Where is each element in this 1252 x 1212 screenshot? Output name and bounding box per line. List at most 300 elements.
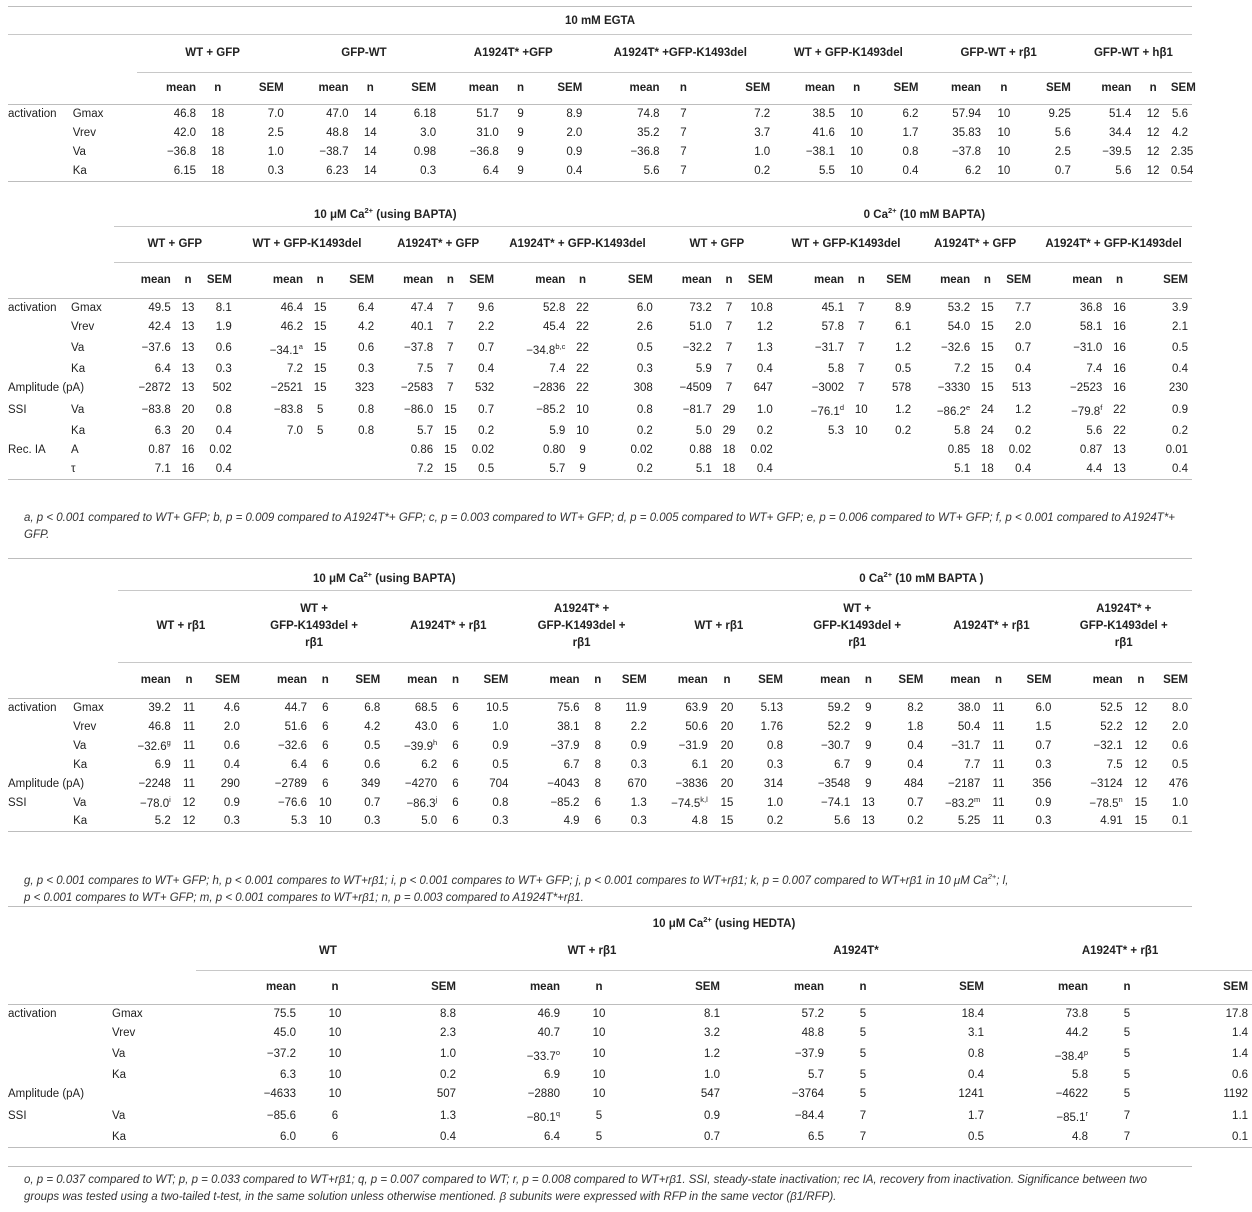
table-cell: 6.7 [563, 758, 580, 771]
table-cell: 15 [313, 363, 327, 376]
group-header: WT [196, 934, 460, 970]
table-cell: 24 [980, 403, 994, 416]
row-param: Vrev [112, 1026, 136, 1039]
table-cell: 6 [300, 1128, 370, 1148]
group-header: GFP-WT + rβ1 [922, 34, 1074, 72]
table-cell: −85.6 [266, 1109, 296, 1122]
table-cell: 6.15 [137, 162, 200, 182]
column-header: n [1092, 970, 1162, 1004]
group-header: WT + GFP [657, 226, 777, 262]
table-cell: 6.18 [413, 107, 437, 120]
table-cell: 0.3 [767, 758, 783, 771]
table-cell: $-78.5^n$ [1089, 795, 1123, 810]
column-header: mean [512, 662, 583, 698]
table-cell: 13 [181, 320, 195, 333]
table-cell: 314 [763, 777, 783, 790]
table-cell: 13 [1106, 460, 1132, 480]
table-cell: 52.2 [1100, 720, 1123, 733]
table-cell: 2.0 [223, 720, 240, 733]
table-cell: 6.4 [154, 363, 171, 376]
table-cell: 57.8 [821, 320, 845, 333]
table-cell: 0.4 [742, 460, 777, 480]
table-cell: 8.1 [215, 301, 232, 314]
table-cell: 2.6 [636, 320, 653, 333]
table-cell: 44.7 [284, 701, 308, 714]
table-cell: 0.2 [895, 425, 912, 438]
table-cell: −36.8 [630, 145, 660, 158]
table-cell: −3002 [811, 382, 845, 395]
table-cell: 11 [984, 812, 1012, 831]
table-row [8, 698, 1192, 717]
table-cell: 10 [854, 425, 868, 438]
table-cell: 2.0 [1172, 720, 1188, 733]
table-cell: 10 [997, 145, 1011, 158]
table-cell: 349 [361, 777, 381, 790]
column-header: mean [927, 662, 984, 698]
table-cell: 670 [627, 777, 647, 790]
table-cell [874, 441, 915, 460]
table-cell: 0.4 [874, 162, 922, 182]
group-header: WT + GFP-K1493del + rβ1 [787, 590, 927, 662]
table-cell: 0.8 [358, 425, 375, 438]
table-cell: 29 [722, 403, 736, 416]
table-cell: 0.3 [1035, 758, 1052, 771]
table-cell: 10 [328, 1069, 342, 1082]
table-cell: 73.8 [1065, 1007, 1088, 1020]
table-cell: 9 [503, 162, 538, 182]
table-cell: 12 [1135, 162, 1170, 182]
table-cell: 6.3 [154, 425, 171, 438]
row-label: SSI [8, 1109, 27, 1122]
table-cell: −2583 [400, 382, 434, 395]
table-cell: 1.0 [767, 796, 783, 809]
table-cell: 10.5 [486, 701, 509, 714]
table-cell [848, 441, 874, 460]
table-cell: 0.02 [1008, 444, 1032, 457]
row-param: Gmax [112, 1007, 143, 1020]
table-cell: 0.1 [1162, 1128, 1252, 1148]
row-param: Gmax [71, 301, 102, 314]
table-cell: 5 [859, 1047, 867, 1060]
table-cell: 2.2 [630, 720, 647, 733]
table-cell: 8 [594, 720, 602, 733]
table-cell: 7 [447, 320, 454, 333]
table-cell: 7 [1092, 1128, 1162, 1148]
table-cell: −79.8$^f$ [1071, 403, 1103, 419]
column-header: mean [236, 262, 307, 298]
column-header: mean [378, 262, 437, 298]
table-cell: 5.1 [915, 460, 974, 480]
table-cell: 5.25 [927, 812, 984, 831]
table-cell: 0.4 [1133, 460, 1192, 480]
table-cell: 22 [1113, 425, 1126, 438]
table-cell: 22 [1113, 403, 1126, 416]
table-cell: 0.7 [364, 796, 381, 809]
table-cell: 0.4 [215, 425, 232, 438]
table-cell: 0.5 [1172, 341, 1188, 354]
table-cell: 5.7 [498, 460, 569, 480]
table-cell: −81.7 [682, 403, 712, 416]
table-cell: 41.6 [812, 126, 835, 139]
table-cell: 507 [436, 1088, 456, 1101]
table-cell: 2.5 [267, 126, 284, 139]
column-header: n [974, 262, 1000, 298]
table-row [8, 298, 1192, 318]
table-cell: 1.76 [760, 720, 783, 733]
table-cell: 46.4 [280, 301, 303, 314]
table-cell: 1.0 [1172, 796, 1188, 809]
group-header: WT + GFP-K1493del [236, 226, 378, 262]
table-row [8, 793, 1192, 812]
table-cell: 15 [443, 444, 457, 457]
row-param: A [71, 444, 79, 457]
table-cell: 0.8 [358, 403, 375, 416]
table-cell: 9 [517, 145, 524, 158]
table-cell: 5 [1123, 1069, 1131, 1082]
table-cell: 8.8 [440, 1007, 456, 1020]
table-cell: 42.0 [173, 126, 197, 139]
table-cell: 5.2 [118, 812, 175, 831]
table-cell [307, 460, 333, 480]
row-label [8, 337, 71, 361]
table-cell: 6.23 [288, 162, 353, 182]
table-cell: 1.5 [1035, 720, 1052, 733]
group-header: A1924T* + GFP-K1493del [1035, 226, 1192, 262]
table-cell: −31.7 [814, 341, 845, 354]
table-cell: 13 [861, 796, 875, 809]
table-cell: 0.4 [370, 1128, 460, 1148]
table-cell: 7.7 [1015, 301, 1032, 314]
group-header: WT + rβ1 [118, 590, 244, 662]
table-cell: 51.6 [284, 720, 308, 733]
column-header: SEM [596, 262, 657, 298]
table-cell: 35.83 [952, 126, 982, 139]
table-cell: 20 [720, 720, 734, 733]
row-param: Va [72, 145, 86, 158]
table-cell: 0.4 [1172, 363, 1188, 376]
table-cell: −38.1 [805, 145, 835, 158]
table-cell: −39.5 [1102, 145, 1132, 158]
group-header: WT + GFP-K1493del + rβ1 [244, 590, 384, 662]
column-header: mean [774, 72, 839, 104]
table-cell: 7 [1123, 1109, 1131, 1122]
table-cell: 0.4 [478, 363, 495, 376]
table-cell: 11 [992, 777, 1005, 790]
table-cell: 0.9 [1035, 796, 1052, 809]
hedta-title: 10 μM $Ca^{2+}$ (using HEDTA) [652, 915, 796, 930]
column-header: n [712, 662, 743, 698]
table-cell: 0.6 [364, 758, 381, 771]
table-cell: −34.1$^a$ [269, 341, 303, 357]
table-cell: 10 [576, 425, 589, 438]
table-cell: −3836 [675, 777, 708, 790]
table-cell: 6.0 [196, 1128, 300, 1148]
column-header: SEM [1001, 262, 1036, 298]
table-cell: 7 [725, 341, 733, 354]
table-cell: 8.0 [1172, 701, 1188, 714]
table-cell: 7 [725, 301, 733, 314]
table-cell: 14 [363, 126, 377, 139]
column-header: mean [657, 262, 716, 298]
table-cell: 6.5 [724, 1128, 828, 1148]
table-cell: 7 [859, 1109, 867, 1122]
table-cell: 51.7 [476, 107, 499, 120]
table-cell: 1241 [958, 1088, 984, 1101]
table-cell: 15 [443, 403, 457, 416]
table-cell: 5 [859, 1007, 867, 1020]
table-cell: 7 [680, 145, 687, 158]
table-cell: 6.0 [1035, 701, 1052, 714]
table-cell: −37.6 [141, 341, 171, 354]
table-cell: −32.6 [277, 739, 308, 752]
table-cell: 42.4 [148, 320, 171, 333]
table-cell: 15 [437, 460, 463, 480]
table-cell: 5.8 [954, 425, 971, 438]
table-cell: −76.6 [277, 796, 308, 809]
table-row [8, 717, 1192, 736]
table-cell: 24 [980, 425, 994, 438]
table-cell: 0.7 [1023, 162, 1075, 182]
table-cell: 532 [474, 382, 495, 395]
table-cell: −83.8 [273, 403, 303, 416]
table-cell: 20 [181, 425, 195, 438]
table-cell: 40.1 [410, 320, 434, 333]
table-cell: 0.3 [215, 363, 232, 376]
table-cell: 1.3 [756, 341, 773, 354]
table-cell: 20 [720, 777, 734, 790]
table-cell: 308 [633, 382, 653, 395]
table-cell: 14 [363, 145, 377, 158]
table-cell: 15 [980, 341, 994, 354]
bapta-rb1-group-row [8, 590, 1192, 662]
table-cell: 8.9 [566, 107, 583, 120]
row-label [8, 360, 71, 379]
table-cell: −30.7 [821, 739, 851, 752]
table-cell: 5.7 [808, 1069, 824, 1082]
row-label [8, 1024, 112, 1043]
column-header: SEM [388, 72, 440, 104]
table-cell: 15 [313, 341, 327, 354]
table-row [8, 812, 1192, 831]
table-cell: 9 [865, 720, 872, 733]
row-param: Ka [71, 363, 86, 376]
table-cell: −32.6 [941, 341, 971, 354]
table-cell [307, 441, 333, 460]
table-cell: 3.9 [1172, 301, 1188, 314]
group-header: GFP-WT + hβ1 [1075, 34, 1192, 72]
table-cell: 15 [443, 425, 457, 438]
table-cell [333, 460, 378, 480]
column-header: n [985, 72, 1023, 104]
bapta-gfp-group-row [8, 226, 1192, 262]
table-cell: 7.4 [1086, 363, 1103, 376]
column-header: n [503, 72, 538, 104]
table-cell: 1.9 [215, 320, 232, 333]
table-row [8, 143, 1192, 162]
table-cell: 18 [211, 145, 225, 158]
table-cell: 11.9 [625, 701, 647, 714]
table-cell: 50.4 [957, 720, 981, 733]
table-cell: 8 [594, 777, 602, 790]
table-cell: 0.80 [542, 444, 566, 457]
table-cell: 0.5 [492, 758, 509, 771]
table-cell: 14 [363, 107, 377, 120]
column-header: n [664, 72, 704, 104]
table-cell: 9.25 [1048, 107, 1071, 120]
table-cell: 5 [1123, 1007, 1131, 1020]
table-cell: −2880 [527, 1088, 560, 1101]
table-cell: 5 [1123, 1047, 1131, 1060]
table-cell: 8.2 [907, 701, 924, 714]
column-header: SEM [1133, 262, 1192, 298]
table-cell: 0.3 [340, 812, 385, 831]
table-cell: −36.8 [166, 145, 197, 158]
table-cell: 0.02 [750, 444, 773, 457]
column-header: SEM [370, 970, 460, 1004]
table-cell: 11 [183, 758, 195, 771]
group-header: A1924T* + GFP-K1493del [498, 226, 657, 262]
table-cell: 7 [680, 107, 687, 120]
table-cell: 10 [850, 107, 864, 120]
table-row [8, 162, 1192, 182]
table-cell: 323 [354, 382, 375, 395]
table-cell: −37.8 [404, 341, 434, 354]
table-cell: 6 [452, 796, 459, 809]
table-cell: 7 [725, 382, 733, 395]
row-param: Ka [112, 1128, 196, 1148]
row-param: Gmax [73, 701, 104, 714]
table-cell: 5.7 [417, 425, 434, 438]
table-cell: 1.0 [440, 1047, 456, 1060]
table-cell: 0.9 [223, 796, 240, 809]
table-cell: 4.4 [1035, 460, 1106, 480]
column-header: SEM [1013, 662, 1056, 698]
row-label [8, 1043, 112, 1067]
table-cell: 45.0 [273, 1026, 296, 1039]
table-cell: 6 [322, 739, 329, 752]
column-header: SEM [703, 72, 774, 104]
column-header: SEM [634, 970, 724, 1004]
table-cell: 0.6 [1232, 1069, 1249, 1082]
table-cell: 0.5 [895, 363, 912, 376]
table-row [8, 1066, 1252, 1085]
table-cell: 1.4 [1232, 1047, 1249, 1060]
table-cell: −4622 [1055, 1088, 1088, 1101]
table-cell: 46.8 [173, 107, 197, 120]
column-header: mean [114, 262, 175, 298]
table-cell: −85.2 [536, 403, 566, 416]
table-cell: 1.2 [1015, 403, 1032, 416]
row-param: Va [71, 403, 85, 416]
table-cell: 6 [322, 777, 329, 790]
table-cell: 0.5 [1172, 758, 1188, 771]
table-row [8, 1004, 1252, 1024]
table-cell: 6 [452, 720, 459, 733]
column-header: mean [586, 72, 663, 104]
table-cell: 59.2 [827, 701, 851, 714]
table-cell: $-83.2^m$ [944, 795, 981, 810]
table-cell: 15 [980, 320, 994, 333]
table-cell: 502 [212, 382, 232, 395]
table-cell: 7.2 [954, 363, 971, 376]
table-cell: 46.9 [537, 1007, 560, 1020]
table-row [8, 398, 1192, 422]
table-cell: 9 [865, 758, 872, 771]
row-param: Vrev [71, 320, 95, 333]
table-cell: 10 [592, 1047, 606, 1060]
column-header: n [175, 662, 203, 698]
table-cell: −3124 [1090, 777, 1123, 790]
table-cell [236, 441, 307, 460]
table-cell: 10 [592, 1069, 606, 1082]
row-label [8, 812, 73, 831]
table-cell: 12 [1134, 777, 1148, 790]
column-header: SEM [203, 662, 244, 698]
column-header: SEM [898, 970, 988, 1004]
table-cell: 0.5 [636, 341, 653, 354]
table-cell: 7 [858, 301, 865, 314]
table-cell: −2789 [274, 777, 308, 790]
row-label [8, 422, 71, 441]
table-cell: 9 [569, 460, 595, 480]
row-label: SSI [8, 403, 27, 416]
column-header: mean [988, 970, 1092, 1004]
table-cell: 6.9 [544, 1069, 560, 1082]
bapta-rb1-table [8, 564, 1192, 832]
table-cell: 52.5 [1100, 701, 1123, 714]
group-header: WT + rβ1 [460, 934, 724, 970]
table-cell: 0.2 [756, 425, 773, 438]
table-cell: 8 [594, 701, 602, 714]
table-cell: 7.4 [549, 363, 566, 376]
column-header: n [311, 662, 339, 698]
table-cell: −86.2$^e$ [936, 403, 971, 419]
table-cell: 7.7 [964, 758, 981, 771]
table-cell: 15 [1127, 812, 1155, 831]
column-header: SEM [470, 662, 513, 698]
table-cell: 63.9 [685, 701, 708, 714]
table-cell: 11 [992, 720, 1005, 733]
table-cell: 0.9 [1172, 403, 1188, 416]
table-cell: 18 [722, 444, 736, 457]
table-cell: 10 [328, 1047, 342, 1060]
table-cell: 0.8 [968, 1047, 984, 1060]
table-cell: 5 [859, 1069, 867, 1082]
table-cell: 51.4 [1109, 107, 1132, 120]
table-cell: 10 [311, 812, 339, 831]
table-cell: 0.5 [898, 1128, 988, 1148]
table-cell: 10 [985, 162, 1023, 182]
table-cell: 11 [992, 701, 1005, 714]
table-cell: 0.3 [236, 162, 288, 182]
table-cell: −38.7 [319, 145, 349, 158]
column-header: mean [498, 262, 569, 298]
table-cell [777, 441, 848, 460]
table-cell: 0.4 [907, 758, 924, 771]
bapta-gfp-col-row [8, 262, 1192, 298]
table-cell: −37.2 [266, 1047, 296, 1060]
row-param: Ka [73, 162, 138, 182]
row-param: Ka [71, 425, 86, 438]
table-cell: 6 [452, 739, 459, 752]
table-cell: −4509 [679, 382, 712, 395]
column-header: n [854, 662, 882, 698]
table-row [8, 422, 1192, 441]
row-label: activation [8, 301, 57, 314]
table-cell: 10 [850, 126, 864, 139]
table-cell: −32.2 [682, 341, 712, 354]
table-cell: 6.9 [154, 758, 171, 771]
